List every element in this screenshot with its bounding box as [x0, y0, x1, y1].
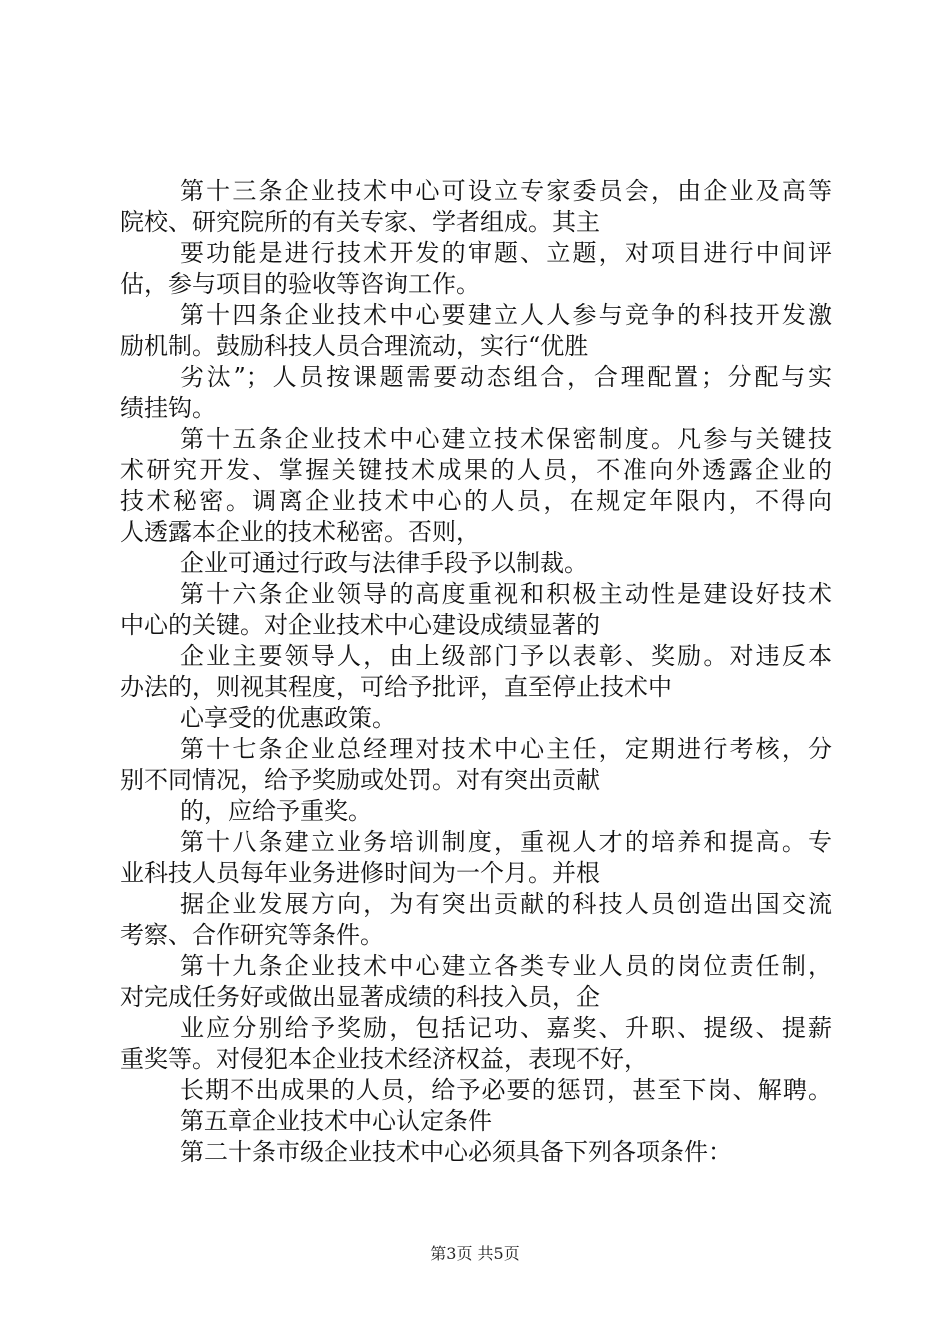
chapter-heading: 第五章企业技术中心认定条件 — [180, 1107, 492, 1135]
text-line: 业科技人员每年业务进修时间为一个月。并根 — [120, 859, 600, 887]
text-line: 第十三条企业技术中心可设立专家委员会，由企业及高等 — [180, 177, 832, 205]
text-line: 的，应给予重奖。 — [180, 797, 372, 825]
text-line: 据企业发展方向，为有突出贡献的科技人员创造出国交流 — [180, 890, 832, 918]
text-line: 第十七条企业总经理对技术中心主任，定期进行考核，分 — [180, 735, 832, 763]
text-line: 业应分别给予奖励，包括记功、嘉奖、升职、提级、提薪 — [180, 1014, 832, 1042]
document-body — [120, 176, 832, 1168]
text-line: 第二十条市级企业技术中心必须具备下列各项条件： — [180, 1138, 732, 1166]
text-line: 考察、合作研究等条件。 — [120, 921, 384, 949]
text-line: 长期不出成果的人员，给予必要的惩罚，甚至下岗、解聘。 — [180, 1076, 832, 1104]
text-line: 劣汰”；人员按课题需要动态组合，合理配置；分配与实 — [180, 363, 832, 391]
text-line: 绩挂钩。 — [120, 394, 216, 422]
text-line: 企业主要领导人，由上级部门予以表彰、奖励。对违反本 — [180, 642, 832, 670]
page-footer: 第3页 共5页 — [430, 1244, 520, 1263]
text-line: 企业可通过行政与法律手段予以制裁。 — [180, 549, 588, 577]
text-line: 第十九条企业技术中心建立各类专业人员的岗位责任制， — [180, 952, 832, 980]
text-line: 对完成任务好或做出显著成绩的科技入员，企 — [120, 983, 600, 1011]
text-line: 心享受的优惠政策。 — [180, 704, 396, 732]
text-line: 别不同情况，给予奖励或处罚。对有突出贡献 — [120, 766, 600, 794]
text-line: 第十四条企业技术中心要建立人人参与竞争的科技开发激 — [180, 301, 832, 329]
text-line: 估，参与项目的验收等咨询工作。 — [120, 270, 480, 298]
text-line: 术研究开发、掌握关键技术成果的人员，不准向外透露企业的 — [120, 456, 832, 484]
text-line: 励机制。鼓励科技人员合理流动，实行“优胜 — [120, 332, 589, 360]
text-line: 要功能是进行技术开发的审题、立题，对项目进行中间评 — [180, 239, 832, 267]
text-line: 办法的，则视其程度，可给予批评，直至停止技术中 — [120, 673, 672, 701]
text-line: 第十五条企业技术中心建立技术保密制度。凡参与关键技 — [180, 425, 832, 453]
text-line: 第十八条建立业务培训制度，重视人才的培养和提高。专 — [180, 828, 832, 856]
text-line: 第十六条企业领导的高度重视和积极主动性是建设好技术 — [180, 580, 832, 608]
text-line: 院校、研究院所的有关专家、学者组成。其主 — [120, 208, 600, 236]
text-line: 重奖等。对侵犯本企业技术经济权益，表现不好， — [120, 1045, 648, 1073]
text-line: 技术秘密。调离企业技术中心的人员，在规定年限内，不得向 — [120, 487, 832, 515]
text-line: 中心的关键。对企业技术中心建设成绩显著的 — [120, 611, 600, 639]
text-line: 人透露本企业的技术秘密。否则， — [120, 518, 480, 546]
